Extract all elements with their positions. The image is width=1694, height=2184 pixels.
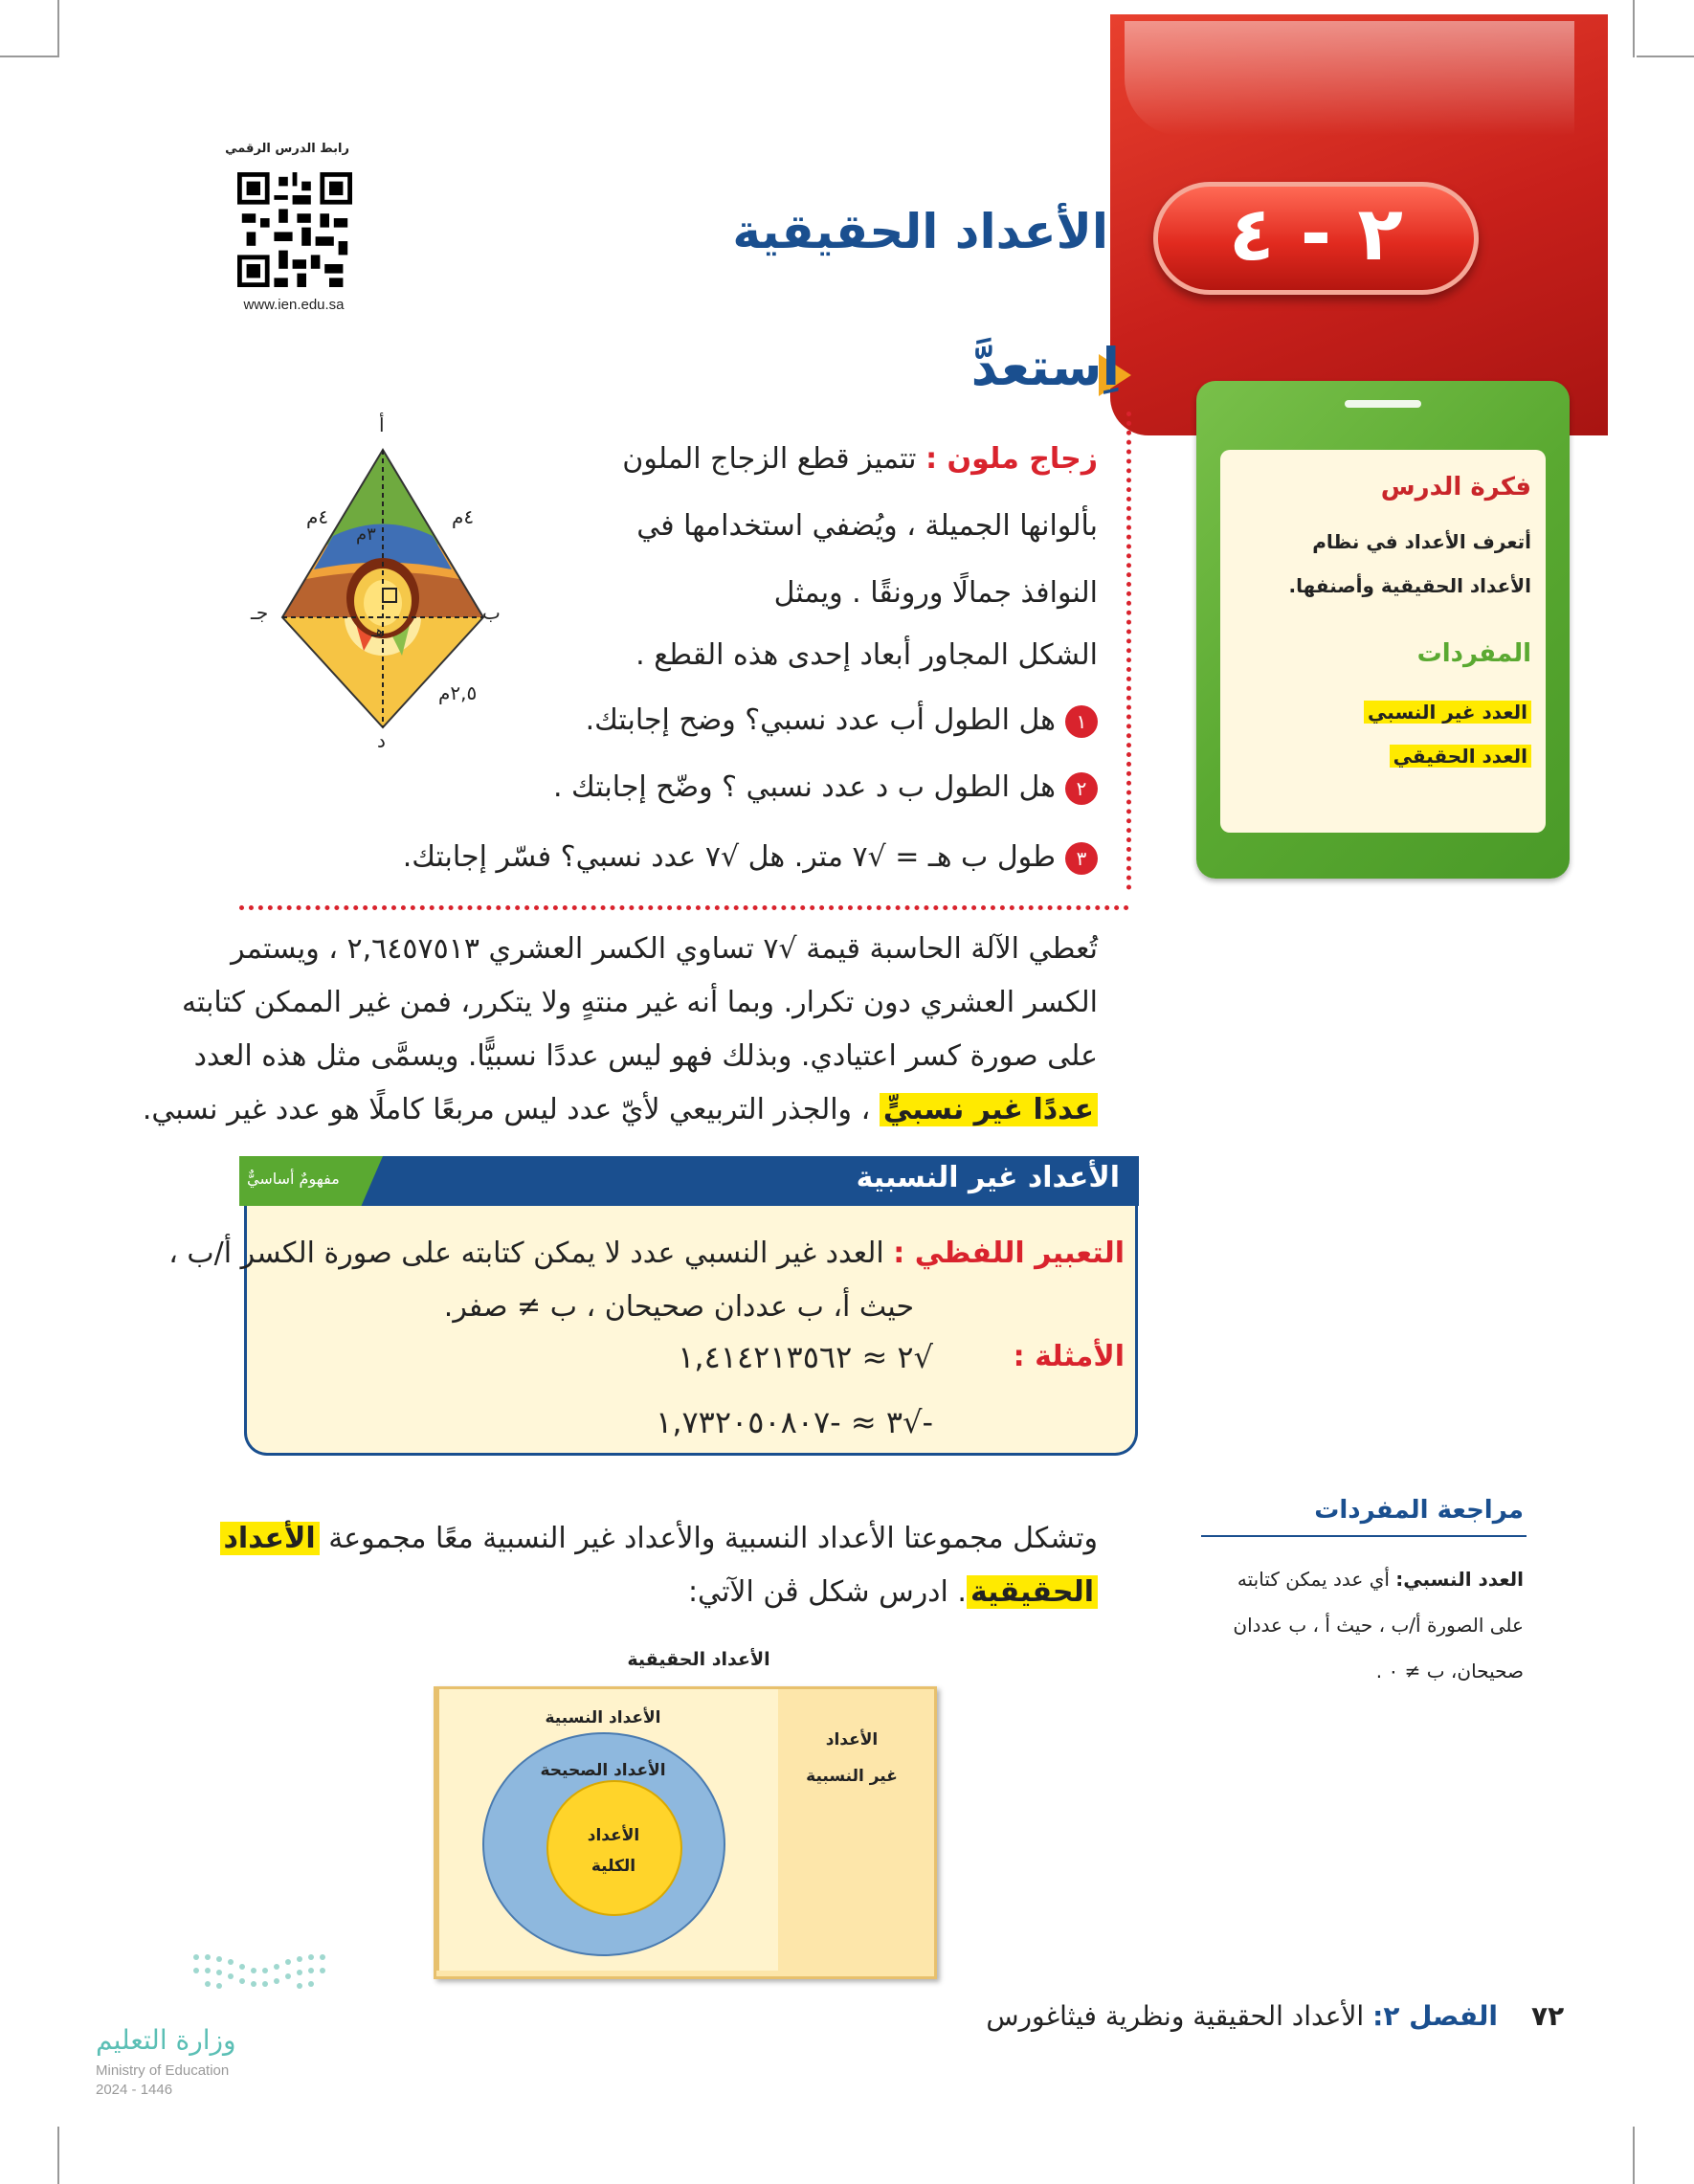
real-term: الأعداد bbox=[220, 1522, 320, 1555]
vocab-term: العدد غير النسبي bbox=[1364, 701, 1531, 724]
paragraph-line: تُعطي الآلة الحاسبة قيمة √٧ تساوي الكسر العشري ٢,٦٤٥٧٥١٣ ، ويستمر bbox=[231, 932, 1098, 966]
venn-irrational-label: الأعداد bbox=[825, 1730, 879, 1749]
crop-mark bbox=[0, 56, 57, 57]
question-3 bbox=[403, 838, 1098, 877]
footer-chapter bbox=[986, 2000, 1498, 2032]
dotted-divider-vertical bbox=[1126, 412, 1131, 890]
explore-text: تتميز قطع الزجاج الملون bbox=[622, 442, 917, 476]
vocab-title: المفردات bbox=[1416, 639, 1531, 668]
chapter-title: الأعداد الحقيقية ونظرية فيثاغورس bbox=[986, 2000, 1365, 2032]
paragraph-line bbox=[142, 1091, 1098, 1129]
paragraph-text: ، والجذر التربيعي لأيّ عدد ليس مربعًا كاملًا هو عدد غير نسبي. bbox=[142, 1093, 871, 1126]
question-1 bbox=[586, 702, 1098, 740]
stained-glass-figure bbox=[239, 412, 603, 766]
review-line: على الصورة أ/ب ، حيث أ ، ب عددان bbox=[1233, 1614, 1524, 1637]
figure-label-j: جـ bbox=[251, 601, 269, 624]
dotted-divider-horizontal bbox=[239, 905, 1129, 910]
venn-whole-circle bbox=[546, 1780, 682, 1916]
question-number: ٣ bbox=[1065, 842, 1098, 875]
lesson-number-badge: ٢ - ٤ bbox=[1153, 182, 1479, 295]
ministry-name: وزارة التعليم bbox=[96, 2024, 236, 2056]
figure-label-a: أ bbox=[379, 413, 385, 436]
crop-mark bbox=[1633, 2127, 1635, 2184]
question-text: هل الطول أب عدد نسبي؟ وضح إجابتك. bbox=[585, 703, 1056, 737]
review-divider bbox=[1201, 1535, 1527, 1537]
question-number: ١ bbox=[1065, 705, 1098, 738]
venn-title: الأعداد الحقيقية bbox=[627, 1649, 770, 1670]
real-set-text: وتشكل مجموعتا الأعداد النسبية والأعداد غير النسبية معًا مجموعة bbox=[328, 1522, 1098, 1555]
venn-whole-label: الكلية bbox=[591, 1857, 636, 1876]
crop-mark bbox=[1633, 0, 1635, 57]
question-text: طول ب هـ = √٧ متر. هل √٧ عدد نسبي؟ فسّر إجابتك. bbox=[402, 840, 1056, 874]
venn-rational-label: الأعداد النسبية bbox=[545, 1708, 661, 1727]
vocab-term: العدد الحقيقي bbox=[1390, 745, 1531, 768]
edition-year: 2024 - 1446 bbox=[96, 2082, 173, 2098]
page-number: ٧٢ bbox=[1531, 2000, 1565, 2032]
explore-line: النوافذ جمالًا ورونقًا . ويمثل bbox=[773, 576, 1098, 610]
example-2: -√٣ ≈ -١,٧٣٢٠٥٠٨٠٧ bbox=[656, 1404, 933, 1440]
explore-line bbox=[622, 440, 1098, 479]
banner-shine bbox=[1125, 21, 1574, 136]
concept-tag-text: مفهومٌ أساسيٌّ bbox=[247, 1170, 340, 1188]
question-2 bbox=[553, 769, 1098, 807]
crop-mark bbox=[1637, 56, 1694, 57]
paragraph-line: على صورة كسر اعتيادي. وبذلك فهو ليس عددًا نسبيًّا. ويسمَّى مثل هذه العدد bbox=[193, 1039, 1098, 1073]
chapter-label: الفصل ٢: bbox=[1372, 2000, 1498, 2032]
real-set-text: . ادرس شكل ڤن الآتي: bbox=[687, 1575, 967, 1609]
verbal-label: التعبير اللفظي : bbox=[893, 1237, 1125, 1270]
lesson-title: الأعداد الحقيقية bbox=[732, 204, 1108, 259]
figure-label-d: د bbox=[377, 729, 386, 752]
figure-dim-right: ٤م bbox=[452, 505, 475, 528]
vocab-item bbox=[1390, 739, 1531, 773]
ministry-logo-icon bbox=[187, 1948, 340, 2015]
figure-label-b: ب bbox=[482, 601, 501, 624]
vocab-item bbox=[1364, 695, 1531, 729]
venn-irrational-label: غير النسبية bbox=[806, 1767, 898, 1786]
figure-dim-bottom: ٢,٥م bbox=[438, 681, 478, 704]
figure-dim-left: ٤م bbox=[306, 505, 329, 528]
explore-label: زجاج ملون : bbox=[925, 442, 1098, 476]
crop-mark bbox=[57, 2127, 59, 2184]
review-line: صحيحان، ب ≠ ٠ . bbox=[1375, 1660, 1524, 1683]
ministry-name-en: Ministry of Education bbox=[96, 2062, 230, 2079]
lesson-idea-line: الأعداد الحقيقية وأصنفها. bbox=[1288, 574, 1531, 597]
explore-line: بألوانها الجميلة ، ويُضفي استخدامها في bbox=[636, 509, 1098, 543]
qr-url[interactable]: www.ien.edu.sa bbox=[243, 297, 345, 313]
verbal-text: العدد غير النسبي عدد لا يمكن كتابته على صورة الكسر أ/ب ، bbox=[168, 1237, 884, 1270]
crop-mark bbox=[57, 0, 59, 57]
irrational-term: عددًا غير نسبيٍّ bbox=[880, 1093, 1098, 1126]
concept-verbal bbox=[168, 1235, 1125, 1273]
review-text: أي عدد يمكن كتابته bbox=[1237, 1568, 1390, 1591]
paragraph-line: الكسر العشري دون تكرار. وبما أنه غير منتهٍ ولا يتكرر، فمن غير الممكن كتابته bbox=[181, 986, 1098, 1019]
review-line bbox=[1237, 1562, 1524, 1596]
question-number: ٢ bbox=[1065, 772, 1098, 805]
figure-label-h: هـ bbox=[371, 622, 385, 640]
review-title: مراجعة المفردات bbox=[1314, 1496, 1524, 1525]
card-tab bbox=[1345, 400, 1421, 408]
venn-whole-label: الأعداد bbox=[587, 1826, 640, 1845]
verbal-text-2: حيث أ، ب عددان صحيحان ، ب ≠ صفر. bbox=[443, 1290, 914, 1324]
example-1: √٢ ≈ ١,٤١٤٢١٣٥٦٢ bbox=[678, 1339, 933, 1375]
explore-line: الشكل المجاور أبعاد إحدى هذه القطع . bbox=[635, 638, 1098, 672]
examples-label bbox=[1014, 1338, 1125, 1376]
real-set-line bbox=[208, 1520, 1098, 1558]
review-term: العدد النسبي: bbox=[1395, 1568, 1524, 1591]
real-set-line bbox=[208, 1573, 1098, 1612]
question-text: هل الطول ب د عدد نسبي ؟ وضّح إجابتك . bbox=[552, 770, 1056, 804]
explore-title: اِستعدَّ bbox=[970, 337, 1120, 397]
concept-title: الأعداد غير النسبية bbox=[856, 1161, 1120, 1194]
lesson-idea-line: أتعرف الأعداد في نظام bbox=[1312, 530, 1531, 553]
qr-code[interactable] bbox=[237, 172, 352, 287]
qr-label: رابط الدرس الرقمي bbox=[225, 142, 349, 156]
figure-dim-inner: ٣م bbox=[356, 524, 376, 545]
venn-integers-label: الأعداد الصحيحة bbox=[540, 1761, 666, 1780]
examples-label-text: الأمثلة : bbox=[1013, 1340, 1125, 1373]
real-term: الحقيقية bbox=[967, 1575, 1098, 1609]
lesson-idea-title: فكرة الدرس bbox=[1380, 473, 1531, 501]
